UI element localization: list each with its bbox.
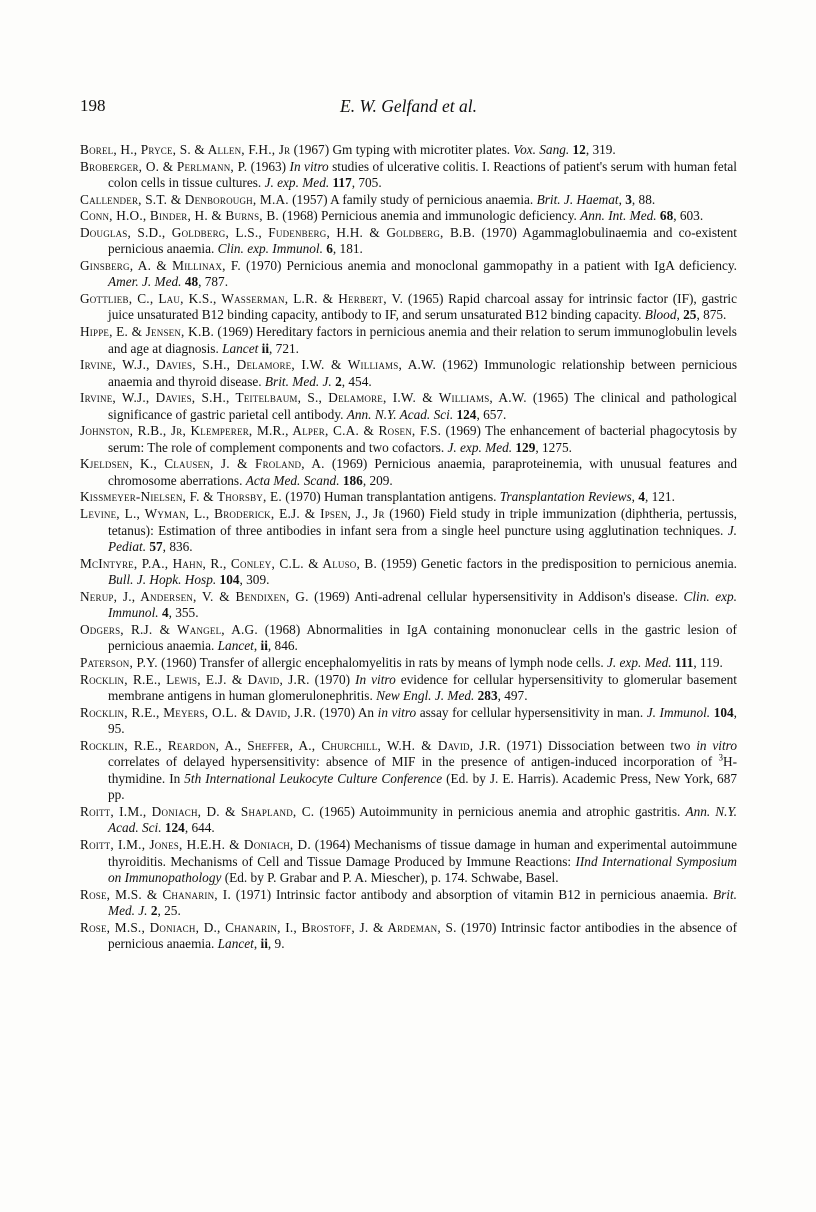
reference-source: J. exp. Med. (264, 175, 330, 191)
reference-item (80, 622, 737, 655)
reference-volume: 283 (477, 688, 498, 704)
reference-source: Clin. exp. Immunol. (108, 588, 737, 621)
reference-source: Ann. N.Y. Acad. Sci. (346, 406, 454, 422)
reference-authors: Johnston, R.B., Jr, Klemperer, M.R., Alper, C.A. & Rosen, F.S. (80, 423, 442, 439)
reference-source: Lancet (222, 340, 259, 356)
page-number: 198 (80, 96, 106, 115)
reference-text: (1970) Agammaglobulinaemia and co-existent pernicious anaemia. (108, 224, 737, 257)
reference-item (80, 390, 737, 423)
reference-authors: Roitt, I.M., Jones, H.E.H. & Doniach, D. (80, 836, 311, 852)
reference-text: , 9. (267, 936, 285, 952)
reference-item (80, 291, 737, 324)
reference-text: (1970) Intrinsic factor antibodies in the absence of pernicious anaemia. (108, 919, 737, 952)
reference-source: Vox. Sang. (513, 142, 570, 157)
reference-authors: Rocklin, R.E., Meyers, O.L. & David, J.R. (80, 704, 316, 720)
reference-source: Brit. Med. J. (108, 886, 737, 919)
reference-volume: 2 (150, 903, 158, 919)
reference-text: , 355. (168, 605, 199, 621)
reference-item (80, 225, 737, 258)
reference-volume: 104 (713, 704, 734, 720)
reference-volume: 25 (683, 307, 697, 323)
reference-item (80, 324, 737, 357)
reference-text: , 497. (497, 688, 528, 704)
reference-volume: ii (260, 638, 268, 654)
reference-source: Lancet (217, 936, 254, 952)
reference-text: , 121. (644, 489, 675, 505)
reference-authors: Paterson, P.Y. (80, 654, 158, 670)
reference-authors: Irvine, W.J., Davies, S.H., Teitelbaum, S., Delamore, I.W. & Williams, A.W. (80, 390, 527, 406)
reference-authors: Broberger, O. & Perlmann, P. (80, 158, 248, 174)
reference-superscript: 3 (718, 752, 723, 763)
reference-item (80, 738, 737, 804)
reference-source: New Engl. J. Med. (376, 688, 475, 704)
reference-text: (Ed. by P. Grabar and P. A. Miescher), p. 174. Schwabe, Basel. (221, 870, 559, 886)
reference-item (80, 672, 737, 705)
reference-item (80, 655, 737, 672)
reference-text: , 209. (362, 472, 393, 488)
reference-source: Clin. exp. Immunol. (217, 241, 323, 257)
reference-source: Brit. J. Haemat (536, 191, 619, 207)
reference-text: , 25. (157, 903, 181, 919)
reference-authors: Levine, L., Wyman, L., Broderick, E.J. & Ipsen, J., Jr (80, 506, 385, 522)
reference-item (80, 920, 737, 953)
reference-source: Acta Med. Scand. (245, 472, 340, 488)
reference-authors: Douglas, S.D., Goldberg, L.S., Fudenberg, H.H. & Goldberg, B.B. (80, 224, 476, 240)
reference-volume: 104 (219, 572, 240, 588)
reference-text: , 88. (631, 191, 656, 207)
reference-text: (1965) Rapid charcoal assay for intrinsic factor (IF), gastric juice unsaturated B12 binding capacity, antibody to IF, and serum unsaturated B12 binding capacity. (108, 290, 737, 323)
reference-text: (1970) Human transplantation antigens. (281, 489, 500, 505)
reference-item (80, 489, 737, 506)
reference-text: (1957) A family study of pernicious anaemia. (288, 191, 537, 207)
reference-text: , 309. (239, 572, 270, 588)
reference-list (80, 142, 737, 953)
reference-item (80, 423, 737, 456)
reference-source: In vitro (355, 671, 396, 687)
reference-item (80, 142, 737, 159)
reference-item (80, 192, 737, 209)
reference-text: , 657. (476, 406, 507, 422)
reference-volume: 4 (638, 489, 645, 505)
reference-text: H-thymidine. In (108, 754, 737, 786)
reference-volume: 124 (164, 820, 185, 836)
reference-text: (1968) Pernicious anemia and immunologic deficiency. (278, 208, 581, 224)
reference-authors: Gottlieb, C., Lau, K.S., Wasserman, L.R. & Herbert, V. (80, 290, 404, 306)
reference-source: Blood (644, 307, 677, 323)
reference-item (80, 208, 737, 225)
reference-text: (1963) (247, 158, 290, 174)
reference-authors: Rocklin, R.E., Reardon, A., Sheffer, A., Churchill, W.H. & David, J.R. (80, 737, 501, 753)
reference-volume: 129 (515, 439, 536, 455)
reference-item (80, 258, 737, 291)
reference-item (80, 556, 737, 589)
reference-text: , 875. (696, 307, 727, 323)
reference-text: (1969) Anti-adrenal cellular hypersensitivity in Addison's disease. (308, 588, 684, 604)
reference-source: Ann. Int. Med. (580, 208, 657, 224)
reference-text: (1960) Transfer of allergic encephalomyelitis in rats by means of lymph node cells. (157, 654, 607, 670)
reference-text: correlates of delayed hypersensitivity: absence of MIF in the presence of antigen-induced incorporation of (108, 754, 719, 770)
reference-source: J. Immunol. (646, 704, 711, 720)
reference-authors: Rocklin, R.E., Lewis, E.J. & David, J.R. (80, 671, 310, 687)
reference-source: Lancet (217, 638, 254, 654)
reference-source: J. exp. Med. (447, 439, 513, 455)
reference-authors: Borel, H., Pryce, S. & Allen, F.H., Jr (80, 142, 291, 157)
reference-volume: 3 (625, 191, 632, 207)
reference-text: studies of ulcerative colitis. I. Reactions of patient's serum with human fetal colon cells in tissue cultures. (108, 158, 737, 191)
reference-text: , 721. (269, 340, 299, 356)
reference-volume: 57 (149, 539, 163, 555)
reference-text: (1965) The clinical and pathological significance of gastric parietal cell antibody. (108, 390, 737, 422)
reference-text: , 705. (351, 175, 382, 191)
reference-item (80, 357, 737, 390)
reference-item (80, 589, 737, 622)
reference-authors: Rose, M.S. & Chanarin, I. (80, 886, 231, 902)
reference-source: in vitro (696, 737, 738, 753)
running-head: E. W. Gelfand et al. (340, 96, 477, 116)
reference-text: , 603. (673, 208, 704, 224)
reference-text: , 181. (332, 241, 363, 257)
reference-text: (1970) An (316, 704, 378, 720)
reference-text: (1971) Intrinsic factor antibody and absorption of vitamin B12 in pernicious anaemia. (230, 886, 713, 902)
reference-text: , 319. (585, 142, 616, 157)
reference-source: Ann. N.Y. Acad. Sci. (108, 803, 737, 836)
reference-source: Transplantation Reviews (499, 489, 632, 505)
reference-volume: 4 (161, 605, 169, 621)
reference-volume: 12 (572, 142, 586, 157)
reference-text: , 454. (341, 373, 372, 389)
reference-volume: 48 (184, 274, 199, 290)
reference-text: , (618, 191, 626, 207)
page-header (80, 96, 737, 120)
reference-text: , (676, 307, 684, 323)
reference-source: 5th International Leukocyte Culture Conference (184, 770, 443, 786)
reference-volume: 2 (335, 373, 342, 389)
reference-authors: Callender, S.T. & Denborough, M.A. (80, 191, 289, 207)
reference-authors: Rose, M.S., Doniach, D., Chanarin, I., Brostoff, J. & Ardeman, S. (80, 919, 457, 935)
reference-volume: 6 (326, 241, 333, 257)
reference-source: IInd International Symposium on Immunopathology (108, 853, 737, 886)
reference-item (80, 804, 737, 837)
reference-item (80, 506, 737, 556)
reference-text: (1970) (309, 671, 356, 687)
reference-source: Bull. J. Hopk. Hosp. (108, 572, 217, 588)
reference-source: Brit. Med. J. (264, 373, 332, 389)
reference-text: (1964) Mechanisms of tissue damage in human and experimental autoimmune thyroiditis. Mechanisms of Cell and Tissue Damage Produced by Immune Reactions: (108, 836, 737, 869)
reference-source: J. Pediat. (108, 522, 737, 555)
reference-text: (1969) The enhancement of bacterial phagocytosis by serum: The role of complement components and two cofactors. (108, 423, 737, 455)
reference-text: , 836. (162, 539, 193, 555)
reference-text: , 1275. (535, 439, 572, 455)
reference-text: (Ed. by J. E. Harris). Academic Press, New York, 687 pp. (108, 770, 737, 803)
reference-text: evidence for cellular hypersensitivity to glomerular basement membrane antigens in human glomerulonephritis. (108, 671, 737, 704)
reference-text: , 644. (184, 820, 215, 836)
reference-text: (1959) Genetic factors in the predisposition to pernicious anemia. (377, 555, 737, 571)
reference-volume: 186 (342, 472, 363, 488)
reference-text: , 787. (198, 274, 229, 290)
reference-text: , 846. (267, 638, 298, 654)
reference-source: in vitro (377, 704, 417, 720)
reference-source: In vitro (289, 158, 329, 174)
reference-authors: Irvine, W.J., Davies, S.H., Delamore, I.W. & Williams, A.W. (80, 357, 437, 373)
reference-text: (1969) Hereditary factors in pernicious anemia and their relation to serum immunoglobulin levels and age at diagnosis. (108, 324, 737, 356)
reference-authors: Ginsberg, A. & Millinax, F. (80, 257, 241, 273)
reference-authors: Roitt, I.M., Doniach, D. & Shapland, C. (80, 803, 315, 819)
reference-item (80, 887, 737, 920)
reference-text: , 95. (108, 704, 737, 737)
reference-authors: Kjeldsen, K., Clausen, J. & Froland, A. (80, 456, 325, 472)
reference-volume: 124 (456, 406, 477, 422)
reference-item (80, 159, 737, 192)
reference-item (80, 456, 737, 489)
reference-authors: Hippe, E. & Jensen, K.B. (80, 324, 215, 340)
reference-authors: Odgers, R.J. & Wangel, A.G. (80, 621, 258, 637)
reference-text: (1971) Dissociation between two (500, 737, 697, 753)
reference-source: J. exp. Med. (606, 654, 672, 670)
reference-text: (1967) Gm typing with microtiter plates. (290, 142, 514, 157)
reference-text: (1960) Field study in triple immunization (diphtheria, pertussis, tetanus): Estimation of three antibodies in infant sera from a single heel puncture using agglutination techniques. (108, 506, 737, 538)
reference-text: , (253, 638, 261, 654)
reference-text: , 119. (693, 654, 723, 670)
reference-authors: McIntyre, P.A., Hahn, R., Conley, C.L. & Aluso, B. (80, 555, 377, 571)
reference-text: (1969) Pernicious anaemia, paraproteinemia, with unusual features and chromosome aberrations. (108, 456, 737, 488)
reference-authors: Nerup, J., Andersen, V. & Bendixen, G. (80, 588, 309, 604)
reference-volume: 117 (332, 175, 352, 191)
reference-item (80, 705, 737, 738)
reference-volume: 111 (674, 654, 694, 670)
reference-text: (1968) Abnormalities in IgA containing mononuclear cells in the gastric lesion of pernicious anaemia. (108, 621, 737, 654)
reference-text: , (631, 489, 639, 505)
reference-source: Amer. J. Med. (108, 274, 182, 290)
reference-item (80, 837, 737, 887)
reference-text: assay for cellular hypersensitivity in man. (416, 704, 647, 720)
reference-text: (1970) Pernicious anemia and monoclonal gammopathy in a patient with IgA deficiency. (240, 257, 737, 273)
reference-text: (1962) Immunologic relationship between pernicious anaemia and thyroid disease. (108, 357, 738, 389)
reference-volume: ii (260, 936, 268, 952)
reference-authors: Kissmeyer-Nielsen, F. & Thorsby, E. (80, 489, 282, 505)
reference-authors: Conn, H.O., Binder, H. & Burns, B. (80, 208, 279, 224)
reference-text: , (253, 936, 261, 952)
reference-text: (1965) Autoimmunity in pernicious anemia and atrophic gastritis. (314, 803, 686, 819)
reference-volume: 68 (659, 208, 674, 224)
reference-volume: ii (261, 340, 270, 356)
